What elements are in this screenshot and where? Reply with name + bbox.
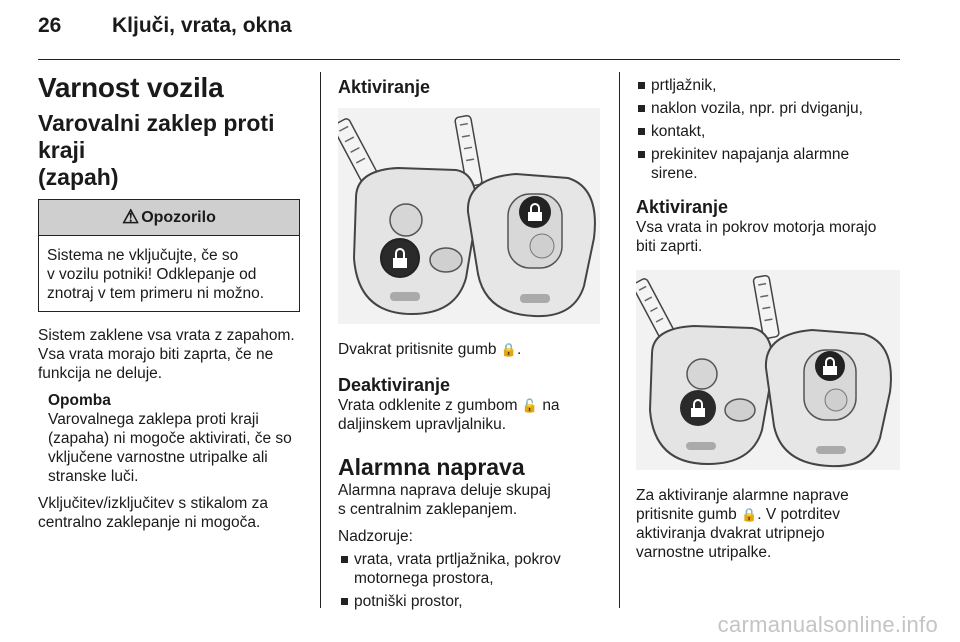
text-line: Vključitev/izključitev s stikalom za — [38, 495, 268, 512]
alarm-key-fob-illustration — [636, 270, 900, 470]
unlock-text-line-2: daljinskem upravljalniku. — [338, 416, 506, 433]
list-item — [636, 76, 900, 95]
column-2 — [338, 72, 603, 615]
list-item — [339, 550, 603, 588]
text-line: centralno zaklepanje ni mogoča. — [38, 514, 261, 531]
warning-triangle-icon: ⚠ — [122, 207, 140, 228]
list-item — [636, 145, 900, 183]
subsection-title-line-1: Varovalni zaklep proti kraji — [38, 110, 275, 163]
heading-deactivation: Deaktiviranje — [338, 375, 451, 395]
lock-icon: 🔒 — [500, 342, 518, 357]
column-3 — [636, 72, 900, 562]
watermark: carmanualsonline.info — [717, 612, 938, 637]
press-twice-label: Dvakrat pritisnite gumb — [338, 341, 497, 358]
heading-alarm-activation: Aktiviranje — [636, 197, 729, 217]
list-item — [339, 592, 603, 611]
warning-line: v vozilu potniki! Odklepanje od — [47, 266, 257, 283]
list-item-line: naklon vozila, npr. pri dviganju, — [651, 100, 863, 117]
note-line: (zapaha) ni mogoče aktivirati, če so — [48, 430, 292, 447]
press-twice-text: Dvakrat pritisnite gumb 🔒. — [338, 341, 522, 358]
final-line-4: varnostne utripalke. — [636, 544, 772, 561]
subsection-title — [38, 110, 300, 191]
note-line: stranske luči. — [48, 468, 139, 485]
chapter-title: Ključi, vrata, okna — [112, 14, 292, 37]
text-line: funkcija ne deluje. — [38, 365, 163, 382]
list-item — [636, 122, 900, 141]
list-item-line: vrata, vrata prtljažnika, pokrov — [354, 551, 561, 568]
list-item-line: motornega prostora, — [354, 570, 494, 587]
note-line: vključene varnostne utripalke ali — [48, 449, 268, 466]
note-label: Opomba — [48, 392, 111, 409]
activate-line: Vsa vrata in pokrov motorja morajo — [636, 219, 877, 236]
paragraph-zapah — [38, 326, 300, 383]
monitors-list — [338, 550, 603, 611]
page-number: 26 — [38, 14, 62, 37]
list-item-line: potniški prostor, — [354, 593, 463, 610]
key-fob-illustration — [338, 108, 600, 324]
final-line-2 — [636, 505, 900, 524]
text-line: Vsa vrata morajo biti zaprta, če ne — [38, 346, 274, 363]
warning-line: znotraj v tem primeru ni možno. — [47, 285, 265, 302]
header-rule — [38, 59, 900, 60]
activate-line: biti zaprti. — [636, 238, 703, 255]
section-title: Varnost vozila — [38, 72, 224, 103]
list-item-line: prekinitev napajanja alarmne — [651, 146, 850, 163]
unlock-suffix: na — [542, 397, 560, 414]
warning-label: Opozorilo — [141, 208, 216, 226]
list-item-line: sirene. — [651, 165, 698, 182]
monitors-label: Nadzoruje: — [338, 528, 413, 545]
column-divider-2 — [619, 72, 620, 608]
monitors-list-continued — [636, 76, 900, 183]
alarm-line: s centralnim zaklepanjem. — [338, 501, 518, 518]
final-line-2a: pritisnite gumb — [636, 506, 737, 523]
warning-box — [38, 199, 300, 312]
final-line-2b: . V potrditev — [757, 506, 841, 523]
unlock-label: Vrata odklenite z gumbom — [338, 397, 518, 414]
column-divider-1 — [320, 72, 321, 608]
alarm-line: Alarmna naprava deluje skupaj — [338, 482, 551, 499]
text-line: Sistem zaklene vsa vrata z zapahom. — [38, 327, 295, 344]
paragraph-switch — [38, 494, 300, 532]
list-item-line: kontakt, — [651, 123, 706, 140]
page-header — [38, 14, 292, 38]
note-box — [38, 391, 300, 486]
final-line-3: aktiviranja dvakrat utripnejo — [636, 525, 825, 542]
lock-icon: 🔒 — [741, 507, 758, 522]
note-line: Varovalnega zaklepa proti kraji — [48, 411, 259, 428]
unlock-icon: 🔓 — [521, 398, 538, 413]
warning-header — [39, 200, 299, 236]
final-line-1: Za aktiviranje alarmne naprave — [636, 487, 849, 504]
subsection-title-line-2: (zapah) — [38, 164, 119, 190]
heading-activation: Aktiviranje — [338, 77, 431, 97]
list-item-line: prtljažnik, — [651, 77, 717, 94]
unlock-text-line-1 — [338, 396, 603, 415]
warning-line: Sistema ne vključujte, če so — [47, 247, 239, 264]
column-1 — [38, 72, 300, 532]
alarm-title: Alarmna naprava — [338, 454, 525, 480]
warning-body — [39, 236, 299, 311]
list-item — [636, 99, 900, 118]
